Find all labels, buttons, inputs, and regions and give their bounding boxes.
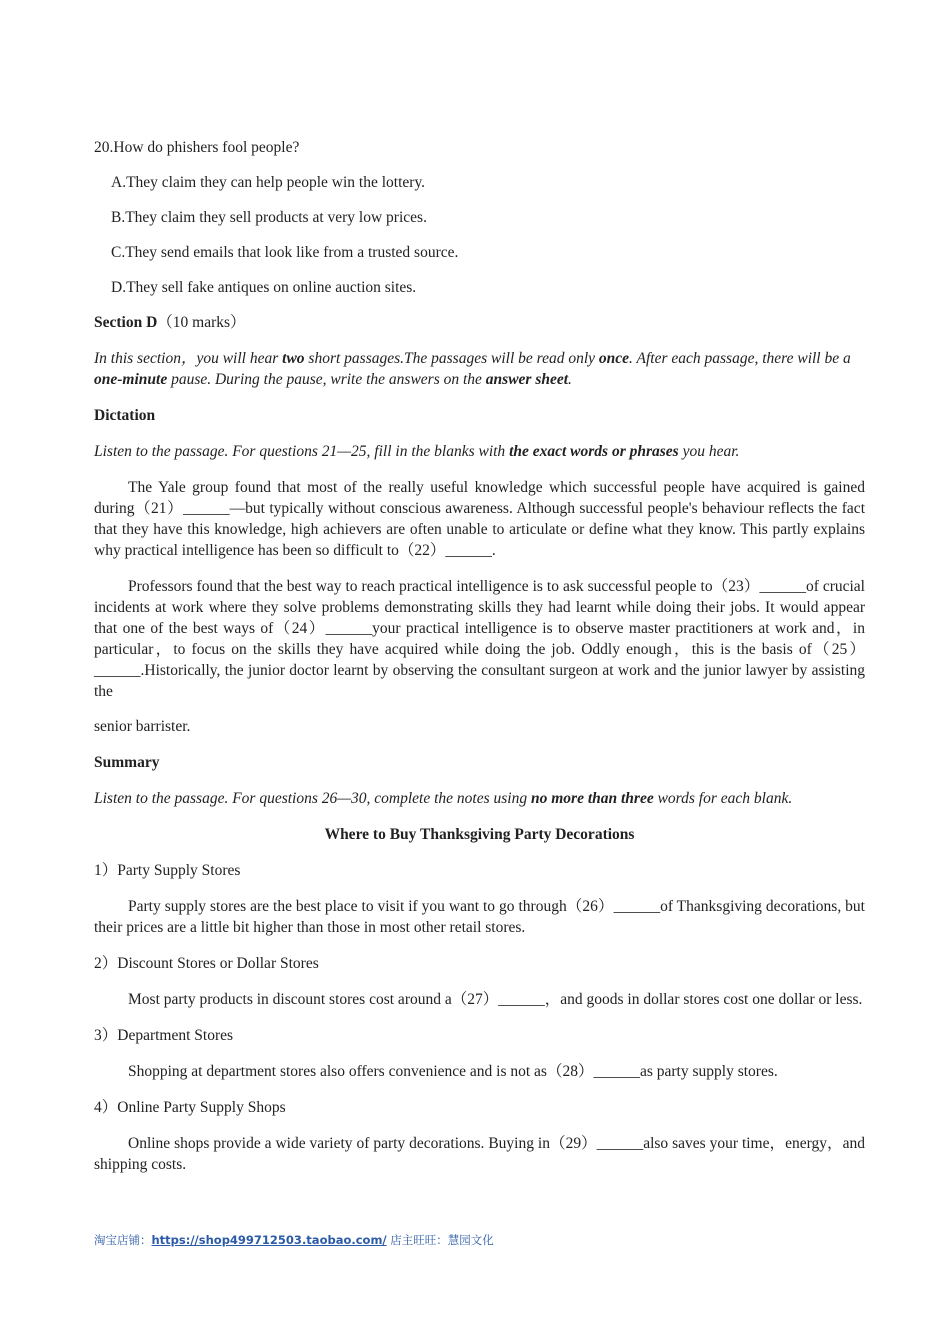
instruction-bold: the exact words or phrases [509,443,679,460]
summary-title: Summary [94,754,160,771]
question-20-stem: 20.How do phishers fool people? [94,139,300,156]
option-c: C.They send emails that look like from a trusted source. [111,244,459,261]
section-d-marks: （10 marks） [157,314,246,331]
summary-item-1-text: Party supply stores are the best place to visit if you want to go through（26）______of Thanksgiving decorations, but their prices are a little bit higher than those in most other retail stores. [94,898,865,936]
summary-item-1-heading: 1）Party Supply Stores [94,862,241,879]
page-footer [94,1230,494,1251]
option-b: B.They claim they sell products at very low prices. [111,209,427,226]
instruction-bold: answer sheet [485,371,569,388]
instruction-bold: one-minute [94,371,168,388]
instruction-text: pause. During the pause, write the answers on the [167,371,486,388]
section-d-heading [94,312,865,333]
summary-item-3-text: Shopping at department stores also offers convenience and is not as（28）______as party supply stores. [128,1063,778,1080]
section-d-title: Section D [94,314,158,331]
instruction-bold: once [598,350,630,367]
instruction-text: short passages.The passages will be read only [304,350,599,367]
option-a: A.They claim they can help people win the lottery. [111,174,426,191]
summary-heading [94,752,865,773]
page-content [94,137,865,1190]
section-d-instruction [94,348,865,390]
dictation-paragraph-1: The Yale group found that most of the really useful knowledge which successful people have acquired is gained during（21）______—but typically without conscious awareness. Although successful people's behaviour reflects the fact that they have this knowledge, high achievers are often unable to articulate or define what they know. This partly explains why practical intelligence has been so difficult to（22）______. [94,479,865,559]
instruction-text: Listen to the passage. For questions 21—25, fill in the blanks with [94,443,510,460]
summary-item-2-heading: 2）Discount Stores or Dollar Stores [94,955,319,972]
summary-item-3-heading: 3）Department Stores [94,1027,234,1044]
instruction-text: you hear. [678,443,740,460]
dictation-heading [94,405,865,426]
summary-item-4-heading: 4）Online Party Supply Shops [94,1099,286,1116]
instruction-text: . After each passage, there will be a [629,350,851,367]
dictation-title: Dictation [94,407,156,424]
summary-instruction [94,788,865,809]
summary-item-2-text: Most party products in discount stores cost around a（27）______，and goods in dollar stores cost one dollar or less. [128,991,863,1008]
shop-link[interactable]: https://shop499712503.taobao.com/ [151,1233,387,1247]
instruction-text: Listen to the passage. For questions 26—30, complete the notes using [94,790,531,807]
summary-item-4-text: Online shops provide a wide variety of party decorations. Buying in（29）______also saves your time，energy，and shipping costs. [94,1135,865,1173]
instruction-text: . [568,371,572,388]
instruction-text: In this section，you will hear [94,350,283,367]
owner-label: 店主旺旺：慧园文化 [386,1233,494,1247]
instruction-bold: no more than three [530,790,654,807]
shop-label: 淘宝店铺： [94,1233,152,1247]
summary-notes-title: Where to Buy Thanksgiving Party Decorations [324,826,635,843]
dictation-instruction [94,441,865,462]
option-d: D.They sell fake antiques on online auction sites. [111,279,417,296]
dictation-paragraph-2: Professors found that the best way to reach practical intelligence is to ask successful people to（23）______of crucial incidents at work where they solve problems demonstrating skills they had learnt while doing their jobs. It would appear that one of the best ways of（24）______your practical intelligence is to observe master practitioners at work and，in particular，to focus on the skills they have acquired while doing the job. Oddly enough，this is the basis of（25）______.Historically, the junior doctor learnt by observing the consultant surgeon at work and the junior lawyer by assisting the [94,578,865,700]
instruction-text: words for each blank. [653,790,793,807]
dictation-paragraph-2-continued: senior barrister. [94,718,191,735]
instruction-bold: two [282,350,305,367]
